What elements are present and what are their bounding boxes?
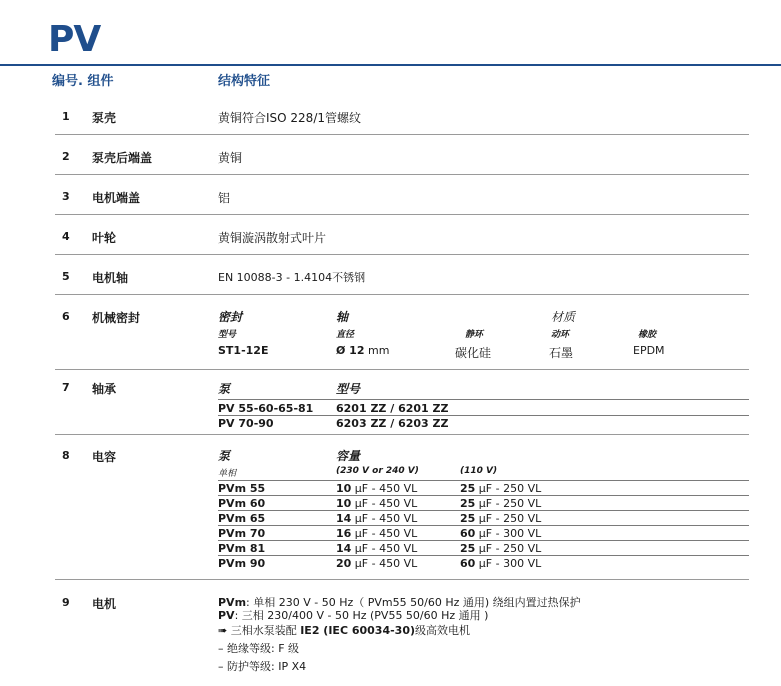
row-divider [55, 434, 749, 435]
row-feature: 黄铜漩涡散射式叶片 [218, 231, 327, 245]
row-divider [55, 254, 749, 255]
shaft-diameter-value: Ø 12 [336, 344, 365, 357]
row-number: 8 [62, 449, 70, 462]
capacitor-230v [336, 542, 417, 555]
capacitor-230v [336, 512, 417, 525]
motor-protection-class: – 防护等级: IP X4 [218, 660, 307, 673]
capacitance-value: 16 [336, 527, 352, 540]
capacitor-pump: PVm 60 [218, 497, 266, 510]
material-heading: 材质 [551, 310, 576, 324]
capacitance-rating: µF - 450 VL [351, 557, 418, 570]
bearing-pump: PV 55-60-65-81 [218, 402, 314, 415]
capacitance-rating: µF - 250 VL [475, 482, 542, 495]
capacitance-value: 60 [460, 527, 476, 540]
row-component: 电机轴 [92, 271, 129, 285]
row-number: 6 [62, 310, 70, 323]
motor-three-phase-text: : 三相 230/400 V - 50 Hz (PV55 50/60 Hz 通用 ) [234, 609, 489, 622]
motor-single-phase-label: PVm [218, 596, 247, 609]
row-divider [55, 294, 749, 295]
shaft-heading: 轴 [336, 310, 349, 324]
page-title: PV [48, 19, 101, 60]
capacitor-table-rule [218, 540, 749, 541]
rubber-subheading: 橡胶 [638, 330, 657, 340]
capacitance-value: 10 [336, 482, 352, 495]
row-number: 9 [62, 596, 70, 609]
row-number: 4 [62, 230, 70, 243]
row-component: 轴承 [92, 382, 117, 396]
static-ring-material: 碳化硅 [455, 346, 492, 360]
capacitor-110v [460, 557, 541, 570]
model-subheading: 型号 [218, 330, 237, 340]
row-component: 机械密封 [92, 311, 141, 325]
capacitance-rating: µF - 450 VL [351, 497, 418, 510]
capacitor-pump: PVm 70 [218, 527, 266, 540]
capacitor-110v [460, 527, 541, 540]
dynamic-ring-material: 石墨 [549, 346, 574, 360]
capacitor-230v [336, 557, 417, 570]
row-component: 电机端盖 [92, 191, 141, 205]
row-divider [55, 579, 749, 580]
capacitance-rating: µF - 450 VL [351, 527, 418, 540]
capacitance-value: 14 [336, 542, 352, 555]
capacitance-value: 25 [460, 482, 476, 495]
bearing-model: 6203 ZZ / 6203 ZZ [336, 417, 449, 430]
motor-efficiency-line [218, 622, 470, 638]
motor-efficiency-suffix: 级高效电机 [415, 624, 471, 637]
row-divider [55, 369, 749, 370]
diameter-subheading: 直径 [336, 330, 355, 340]
row-feature: 铝 [218, 191, 231, 205]
single-phase-subheading: 单相 [218, 469, 237, 479]
capacitance-rating: µF - 300 VL [475, 557, 542, 570]
seal-model: ST1-12E [218, 344, 269, 357]
motor-three-phase-line [218, 607, 488, 623]
row-number: 1 [62, 110, 70, 123]
row-number: 5 [62, 270, 70, 283]
bearing-model: 6201 ZZ / 6201 ZZ [336, 402, 449, 415]
motor-three-phase-label: PV [218, 609, 235, 622]
motor-efficiency-standard: IE2 (IEC 60034-30) [300, 624, 416, 637]
capacitance-rating: µF - 450 VL [351, 512, 418, 525]
capacity-heading: 容量 [336, 449, 361, 463]
row-number: 2 [62, 150, 70, 163]
capacitor-table-rule [218, 555, 749, 556]
capacitance-rating: µF - 250 VL [475, 497, 542, 510]
row-component: 泵壳后端盖 [92, 151, 153, 165]
row-divider [55, 214, 749, 215]
dynamic-ring-subheading: 动环 [551, 330, 570, 340]
capacitor-pump: PVm 90 [218, 557, 266, 570]
capacitor-table-rule [218, 480, 749, 481]
voltage-110-subheading: (110 V) [460, 466, 498, 476]
row-feature: 黄铜 [218, 151, 243, 165]
capacitance-value: 25 [460, 497, 476, 510]
row-feature: 黄铜符合ISO 228/1管螺纹 [218, 111, 361, 125]
capacitor-pump: PVm 55 [218, 482, 266, 495]
capacitance-value: 14 [336, 512, 352, 525]
bearing-table-rule [218, 415, 749, 416]
rubber-material: EPDM [633, 344, 665, 357]
capacitance-rating: µF - 450 VL [351, 542, 418, 555]
capacitor-110v [460, 482, 541, 495]
capacitance-rating: µF - 300 VL [475, 527, 542, 540]
capacitor-pump: PVm 81 [218, 542, 266, 555]
title-rule [0, 64, 781, 66]
row-number: 7 [62, 381, 70, 394]
capacitor-110v [460, 512, 541, 525]
motor-efficiency-prefix: ➠ 三相水泵装配 [218, 624, 301, 637]
capacitance-rating: µF - 450 VL [351, 482, 418, 495]
capacitance-rating: µF - 250 VL [475, 542, 542, 555]
voltage-230-subheading: (230 V or 240 V) [336, 466, 419, 476]
capacitor-230v [336, 482, 417, 495]
capacitor-230v [336, 527, 417, 540]
model-heading: 型号 [336, 382, 361, 396]
capacitor-110v [460, 542, 541, 555]
row-feature: EN 10088-3 - 1.4104不锈钢 [218, 271, 366, 284]
static-ring-subheading: 静环 [465, 330, 484, 340]
capacitance-rating: µF - 250 VL [475, 512, 542, 525]
capacitor-230v [336, 497, 417, 510]
capacitor-table-rule [218, 495, 749, 496]
pump-heading: 泵 [218, 382, 231, 396]
capacitance-value: 10 [336, 497, 352, 510]
capacitor-table-rule [218, 510, 749, 511]
capacitance-value: 20 [336, 557, 352, 570]
row-divider [55, 134, 749, 135]
row-component: 叶轮 [92, 231, 117, 245]
capacitor-110v [460, 497, 541, 510]
capacitance-value: 25 [460, 542, 476, 555]
row-divider [55, 174, 749, 175]
capacitor-pump: PVm 65 [218, 512, 266, 525]
header-feature: 结构特征 [218, 74, 271, 89]
shaft-diameter [336, 344, 389, 357]
header-num-component: 编号. 组件 [52, 74, 114, 89]
bearing-table-rule [218, 399, 749, 400]
row-component: 电容 [92, 450, 117, 464]
capacitor-table-rule [218, 525, 749, 526]
shaft-diameter-unit: mm [364, 344, 390, 357]
motor-insulation-class: – 绝缘等级: F 级 [218, 642, 300, 655]
row-number: 3 [62, 190, 70, 203]
bearing-pump: PV 70-90 [218, 417, 274, 430]
pump-heading: 泵 [218, 449, 231, 463]
row-component: 电机 [92, 597, 117, 611]
motor-single-phase-text: : 单相 230 V - 50 Hz（ PVm55 50/60 Hz 通用) 绕组内置过热保护 [246, 596, 581, 609]
seal-heading: 密封 [218, 310, 243, 324]
capacitance-value: 25 [460, 512, 476, 525]
row-component: 泵壳 [92, 111, 117, 125]
capacitance-value: 60 [460, 557, 476, 570]
